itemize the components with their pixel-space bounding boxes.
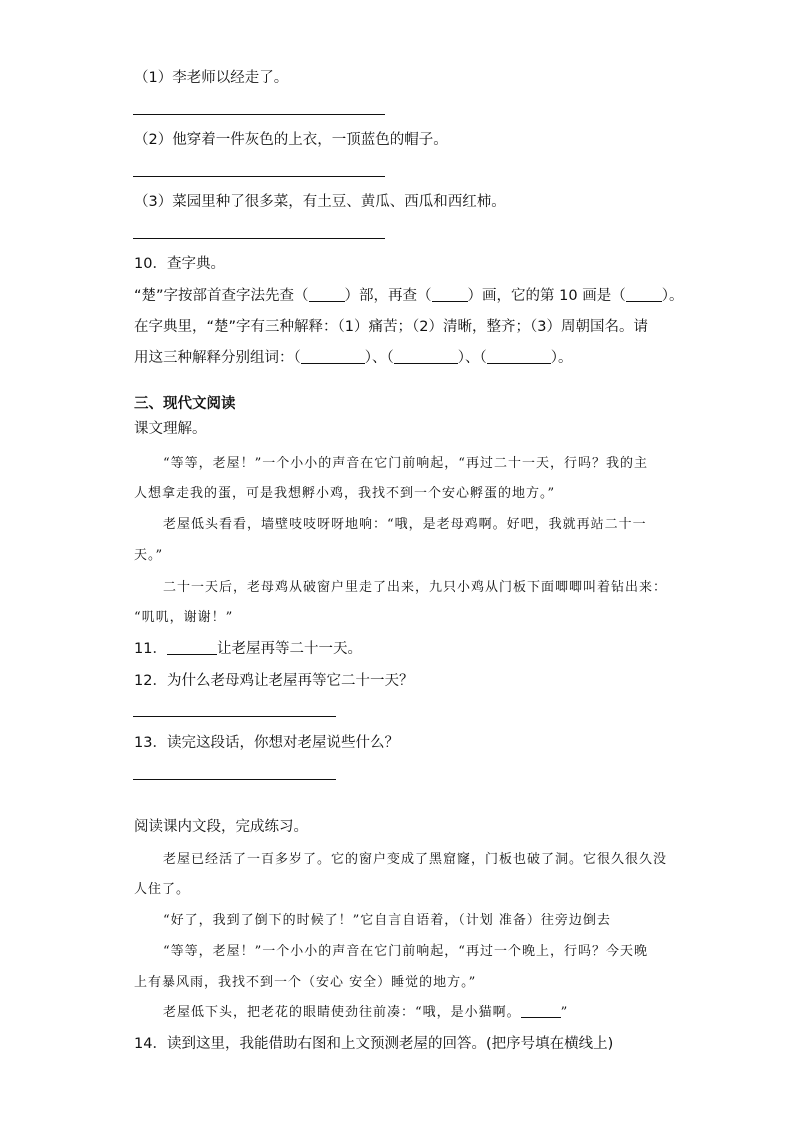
passage-text: 老屋低下头，把老花的眼睛使劲往前凑：“哦，是小猫啊。 <box>163 1005 521 1020</box>
q10-text: ）、（ <box>364 350 394 366</box>
passage-line: “等等，老屋！”一个小小的声音在它门前响起，“再过一个晚上，行吗？今天晚 <box>163 944 648 959</box>
passage-line: “好了，我到了倒下的时候了！”它自言自语着，（计划 准备）往旁边倒去 <box>163 913 611 928</box>
section-intro: 课文理解。 <box>134 421 207 437</box>
passage-line: 天。” <box>134 548 164 563</box>
blank[interactable] <box>521 1003 561 1018</box>
passage-text: ” <box>560 1005 569 1020</box>
q10-text: ）画，它的第 10 画是（ <box>467 288 626 304</box>
q11-text: 让老屋再等二十一天。 <box>216 641 362 657</box>
passage-line: 上有暴风雨，我找不到一个（安心 安全）睡觉的地方。” <box>134 975 477 990</box>
q13: 13．读完这段话，你想对老屋说些什么？ <box>134 735 399 751</box>
passage-line: “叽叽，谢谢！” <box>134 610 234 625</box>
passage-line: 老屋低头看看，墙壁吱吱呀呀地响：“哦，是老母鸡啊。好吧，我就再站二十一 <box>163 517 647 532</box>
section-intro: 阅读课内文段，完成练习。 <box>134 819 308 835</box>
q10-line-2: 在字典里，“楚”字有三种解释：（1）痛苦；（2）清晰，整齐；（3）周朝国名。请 <box>134 319 648 335</box>
q14: 14．读到这里，我能借助右图和上文预测老屋的回答。(把序号填在横线上) <box>134 1036 614 1052</box>
blank[interactable] <box>309 287 345 302</box>
q11 <box>134 639 362 659</box>
q10-title: 10．查字典。 <box>134 256 225 272</box>
blank[interactable] <box>432 287 468 302</box>
answer-line[interactable] <box>133 716 336 717</box>
q12: 12．为什么老母鸡让老屋再等它二十一天？ <box>134 673 414 689</box>
q10-text: ）。 <box>550 350 573 366</box>
answer-line[interactable] <box>133 114 385 115</box>
q10-text: ）。 <box>661 288 684 304</box>
q9-item-1: （1）李老师以经走了。 <box>134 70 289 86</box>
blank[interactable] <box>167 640 217 655</box>
q10-text: “楚”字按部首查字法先查（ <box>134 288 309 304</box>
passage-line: “等等，老屋！”一个小小的声音在它门前响起，“再过二十一天，行吗？我的主 <box>163 456 648 471</box>
passage-line: 老屋已经活了一百多岁了。它的窗户变成了黑窟窿，门板也破了洞。它很久很久没 <box>163 852 668 867</box>
answer-line[interactable] <box>133 176 385 177</box>
blank[interactable] <box>301 349 365 364</box>
q10-line-1 <box>134 286 683 306</box>
blank[interactable] <box>626 287 662 302</box>
section-heading: 三、现代文阅读 <box>134 396 236 412</box>
passage-line: 二十一天后，老母鸡从破窗户里走了出来，九只小鸡从门板下面唧唧叫着钻出来： <box>163 580 668 595</box>
q10-text: ）、（ <box>457 350 487 366</box>
answer-line[interactable] <box>133 779 336 780</box>
answer-line[interactable] <box>133 238 385 239</box>
q10-line-3 <box>134 348 573 368</box>
blank[interactable] <box>394 349 458 364</box>
q10-text: ）部，再查（ <box>344 288 432 304</box>
passage-line <box>163 1003 568 1023</box>
passage-line: 人住了。 <box>134 882 191 897</box>
q9-item-3: （3）菜园里种了很多菜，有土豆、黄瓜、西瓜和西红柿。 <box>134 194 506 210</box>
passage-line: 人想拿走我的蛋，可是我想孵小鸡，我找不到一个安心孵蛋的地方。” <box>134 486 556 501</box>
q9-item-2: （2）他穿着一件灰色的上衣，一顶蓝色的帽子。 <box>134 132 448 148</box>
q10-text: 用这三种解释分别组词：（ <box>134 350 301 366</box>
q11-number: 11． <box>134 641 167 657</box>
blank[interactable] <box>487 349 551 364</box>
